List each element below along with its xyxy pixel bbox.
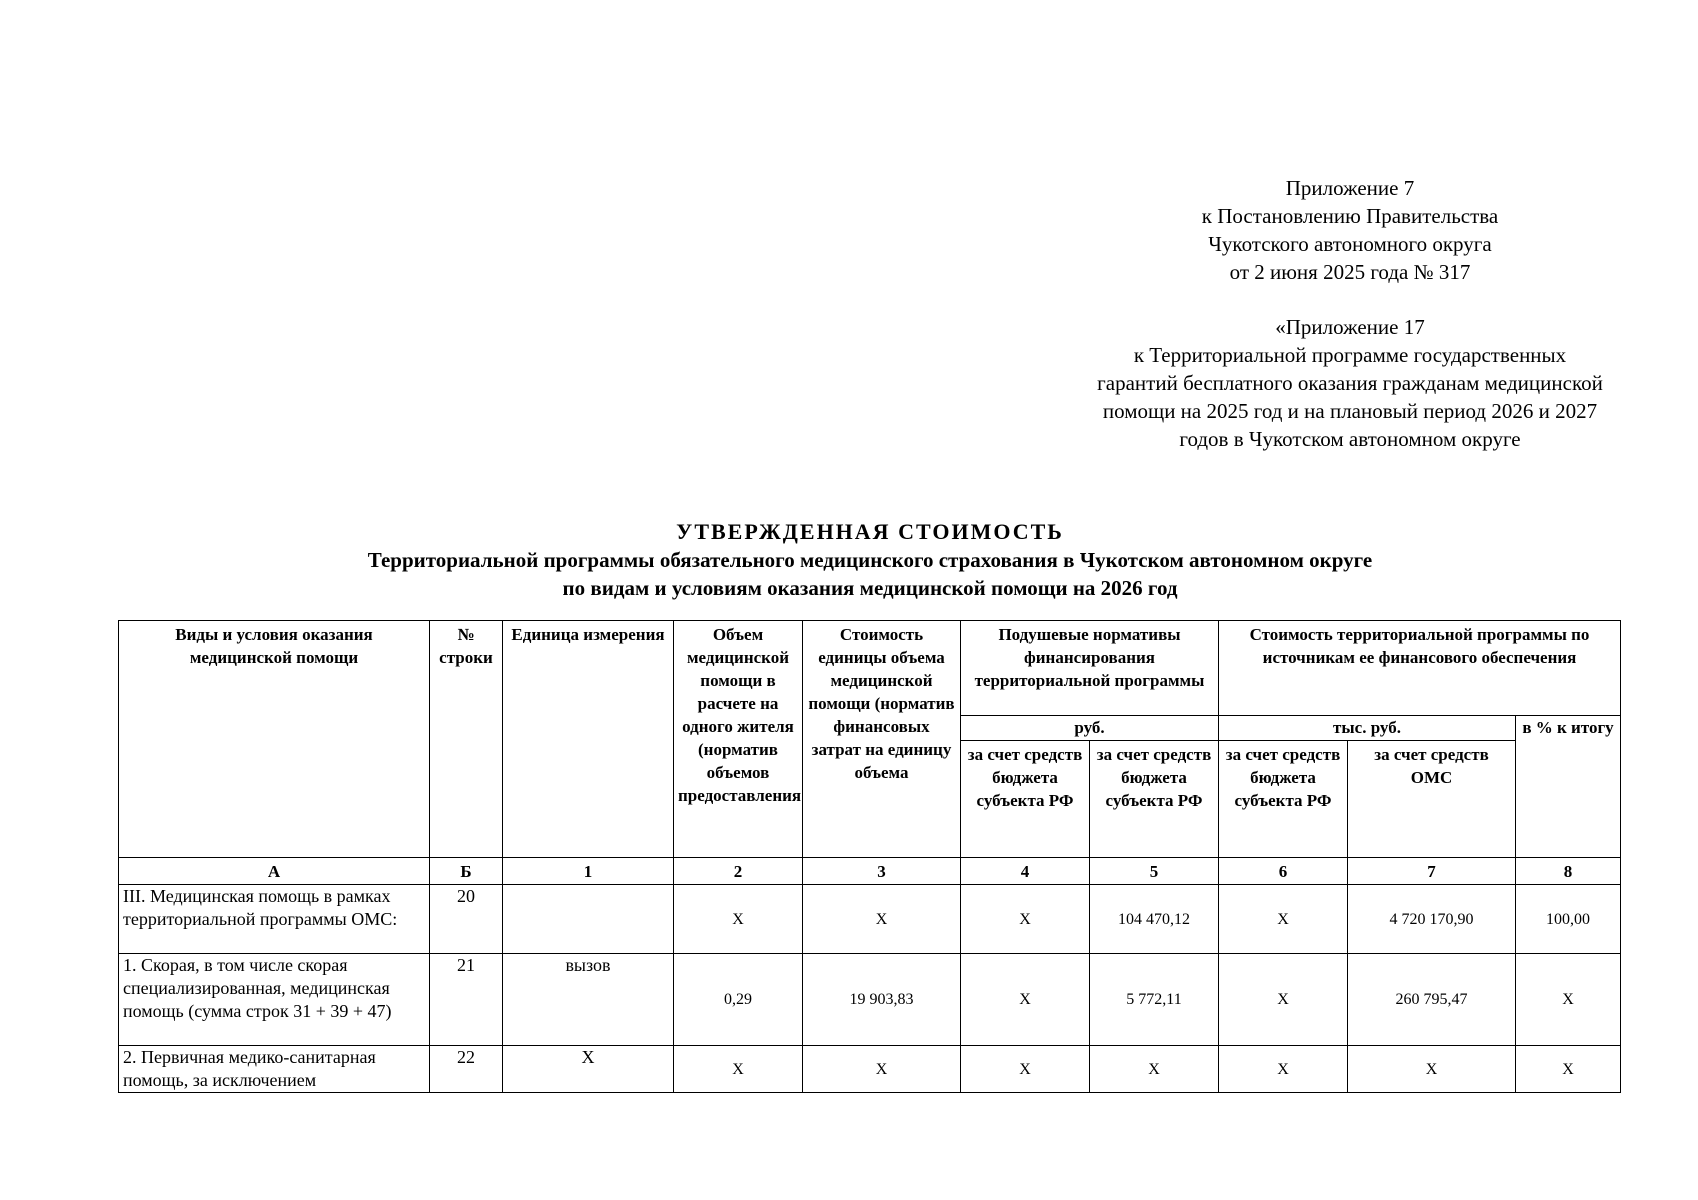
row-number: 20: [430, 885, 503, 954]
header-percent: в % к итогу: [1516, 716, 1621, 858]
index-cell: Б: [430, 858, 503, 885]
index-cell: 8: [1516, 858, 1621, 885]
header-kind: Виды и условия оказания медицинской помощи: [119, 621, 430, 858]
cell-unit-cost: Х: [803, 885, 961, 954]
row-number: 22: [430, 1046, 503, 1093]
index-cell: 2: [674, 858, 803, 885]
cell-cost-budget: Х: [1219, 954, 1348, 1046]
cell-volume: Х: [674, 1046, 803, 1093]
appendix-sub-line: «Приложение 17: [1275, 315, 1425, 339]
row-name: 1. Скорая, в том числе скорая специализированная, медицинская помощь (сумма строк 31 + 39 + 47): [119, 954, 430, 1046]
appendix-header-line: Чукотского автономного округа: [1208, 232, 1492, 256]
appendix-header-line: Приложение 7: [1285, 176, 1415, 200]
appendix-sub-line: помощи на 2025 год и на плановый период 2026 и 2027: [1102, 399, 1598, 423]
header-oms: за счет средств ОМС: [1348, 741, 1516, 858]
title-line: по видам и условиям оказания медицинской помощи на 2026 год: [562, 576, 1178, 600]
cost-table: [118, 620, 1621, 1093]
header-budget-subject: за счет средств бюджета субъекта РФ: [961, 741, 1090, 858]
index-cell: 3: [803, 858, 961, 885]
header-program-cost: Стоимость территориальной программы по источникам ее финансового обеспечения: [1219, 621, 1621, 716]
cell-per-capita-budget: Х: [961, 954, 1090, 1046]
appendix-header-line: от 2 июня 2025 года № 317: [1229, 260, 1471, 284]
header-per-capita: Подушевые нормативы финансирования территориальной программы: [961, 621, 1219, 716]
title-main: УТВЕРЖДЕННАЯ СТОИМОСТЬ: [676, 519, 1064, 544]
appendix-sub-line: годов в Чукотском автономном округе: [1179, 427, 1521, 451]
document-title: [0, 518, 1698, 602]
appendix-sub-line: к Территориальной программе государственных: [1133, 343, 1567, 367]
cell-cost-oms: 4 720 170,90: [1348, 885, 1516, 954]
index-cell: 6: [1219, 858, 1348, 885]
table-row: [119, 1046, 1621, 1093]
index-cell: 5: [1090, 858, 1219, 885]
row-unit: Х: [503, 1046, 674, 1093]
cell-per-capita-budget: Х: [961, 1046, 1090, 1093]
header-cost: Стоимость единицы объема медицинской помощи (норматив финансовых затрат на единицу объема: [803, 621, 961, 858]
appendix-header-line: к Постановлению Правительства: [1201, 204, 1499, 228]
header-row-no: № строки: [430, 621, 503, 858]
cell-cost-oms: 260 795,47: [1348, 954, 1516, 1046]
cell-unit-cost: Х: [803, 1046, 961, 1093]
row-unit: вызов: [503, 954, 674, 1046]
cell-percent: Х: [1516, 1046, 1621, 1093]
cell-percent: 100,00: [1516, 885, 1621, 954]
cell-per-capita-oms: 104 470,12: [1090, 885, 1219, 954]
index-row: [119, 858, 1621, 885]
header-budget-subject: за счет средств бюджета субъекта РФ: [1090, 741, 1219, 858]
header-rub: руб.: [961, 716, 1219, 741]
cell-unit-cost: 19 903,83: [803, 954, 961, 1046]
cell-volume: Х: [674, 885, 803, 954]
row-unit: [503, 885, 674, 954]
row-name: 2. Первичная медико-санитарная помощь, за исключением: [119, 1046, 430, 1093]
cell-per-capita-budget: Х: [961, 885, 1090, 954]
cell-cost-budget: Х: [1219, 1046, 1348, 1093]
table-row: [119, 885, 1621, 954]
index-cell: А: [119, 858, 430, 885]
cell-volume: 0,29: [674, 954, 803, 1046]
cell-per-capita-oms: Х: [1090, 1046, 1219, 1093]
row-name: III. Медицинская помощь в рамках территориальной программы ОМС:: [119, 885, 430, 954]
cell-percent: Х: [1516, 954, 1621, 1046]
cell-per-capita-oms: 5 772,11: [1090, 954, 1219, 1046]
cell-cost-oms: Х: [1348, 1046, 1516, 1093]
header-unit: Единица измерения: [503, 621, 674, 858]
appendix-subheader: [1000, 313, 1698, 453]
row-number: 21: [430, 954, 503, 1046]
title-line: Территориальной программы обязательного медицинского страхования в Чукотском автономном округе: [367, 548, 1373, 572]
index-cell: 4: [961, 858, 1090, 885]
header-volume: Объем медицинской помощи в расчете на одного жителя (норматив объемов предоставления: [674, 621, 803, 858]
appendix-header: [1000, 174, 1698, 286]
header-budget-subject: за счет средств бюджета субъекта РФ: [1219, 741, 1348, 858]
appendix-sub-line: гарантий бесплатного оказания гражданам медицинской: [1097, 371, 1603, 395]
index-cell: 7: [1348, 858, 1516, 885]
table-row: [119, 954, 1621, 1046]
header-thous-rub: тыс. руб.: [1219, 716, 1516, 741]
cell-cost-budget: Х: [1219, 885, 1348, 954]
index-cell: 1: [503, 858, 674, 885]
